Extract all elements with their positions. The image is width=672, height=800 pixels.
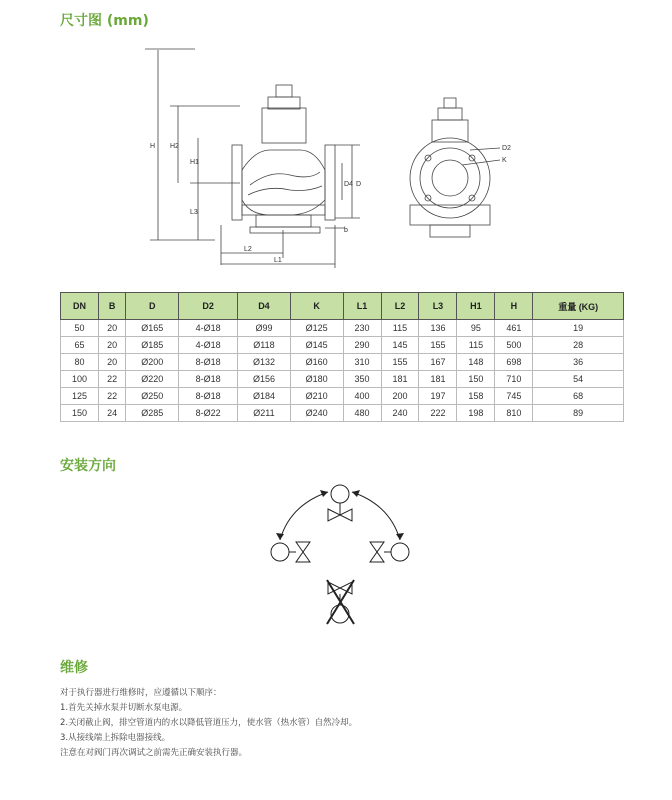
table-cell: 198 — [457, 405, 495, 422]
table-cell: 28 — [533, 337, 624, 354]
table-cell: 22 — [98, 371, 125, 388]
table-cell: Ø220 — [126, 371, 179, 388]
table-header-cell: D4 — [238, 293, 291, 320]
table-header-cell: D — [126, 293, 179, 320]
maintenance-intro: 对于执行器进行维修时，应遵循以下顺序： — [60, 688, 222, 698]
table-cell: 4-Ø18 — [179, 320, 238, 337]
label-H: H — [150, 143, 156, 150]
table-cell: Ø210 — [290, 388, 343, 405]
table-cell: 8-Ø18 — [179, 354, 238, 371]
table-cell: Ø165 — [126, 320, 179, 337]
table-cell: Ø250 — [126, 388, 179, 405]
label-L1: L1 — [274, 257, 282, 264]
table-cell: 155 — [419, 337, 457, 354]
label-H1: H1 — [190, 159, 199, 166]
table-cell: 480 — [343, 405, 381, 422]
table-cell: 500 — [495, 337, 533, 354]
table-cell: 155 — [381, 354, 419, 371]
table-cell: 125 — [61, 388, 99, 405]
dimensions-title: 尺寸图 (mm) — [60, 13, 149, 29]
table-cell: 181 — [381, 371, 419, 388]
table-cell: 158 — [457, 388, 495, 405]
table-cell: 8-Ø22 — [179, 405, 238, 422]
table-cell: Ø99 — [238, 320, 291, 337]
table-cell: 115 — [381, 320, 419, 337]
table-header-cell: H — [495, 293, 533, 320]
table-cell: 810 — [495, 405, 533, 422]
table-cell: 148 — [457, 354, 495, 371]
table-cell: Ø180 — [290, 371, 343, 388]
table-cell: Ø200 — [126, 354, 179, 371]
table-cell: 698 — [495, 354, 533, 371]
label-K: K — [502, 157, 507, 164]
table-cell: 4-Ø18 — [179, 337, 238, 354]
label-H2: H2 — [170, 143, 179, 150]
table-cell: Ø184 — [238, 388, 291, 405]
table-cell: 150 — [457, 371, 495, 388]
table-cell: 20 — [98, 354, 125, 371]
table-cell: Ø156 — [238, 371, 291, 388]
table-cell: Ø211 — [238, 405, 291, 422]
table-cell: Ø118 — [238, 337, 291, 354]
table-cell: Ø132 — [238, 354, 291, 371]
table-header-cell: L3 — [419, 293, 457, 320]
table-cell: Ø285 — [126, 405, 179, 422]
table-header-cell: B — [98, 293, 125, 320]
table-cell: 8-Ø18 — [179, 371, 238, 388]
table-header-cell: D2 — [179, 293, 238, 320]
table-header-cell: L1 — [343, 293, 381, 320]
maintenance-step-1: 1.首先关掉水泵并切断水泵电源。 — [60, 703, 188, 713]
table-cell: 80 — [61, 354, 99, 371]
label-D2: D2 — [502, 145, 511, 152]
maintenance-step-2: 2.关闭截止阀，排空管道内的水以降低管道压力，使水管（热水管）自然冷却。 — [60, 718, 358, 728]
table-header-cell: DN — [61, 293, 99, 320]
table-cell: 230 — [343, 320, 381, 337]
table-cell: 100 — [61, 371, 99, 388]
table-cell: 22 — [98, 388, 125, 405]
table-cell: 222 — [419, 405, 457, 422]
table-cell: Ø125 — [290, 320, 343, 337]
label-D: D — [356, 181, 362, 188]
table-cell: 145 — [381, 337, 419, 354]
table-cell: 310 — [343, 354, 381, 371]
table-cell: 167 — [419, 354, 457, 371]
table-cell: 54 — [533, 371, 624, 388]
table-cell: 36 — [533, 354, 624, 371]
table-cell: Ø240 — [290, 405, 343, 422]
label-D4: D4 — [344, 181, 353, 188]
label-b: b — [344, 227, 348, 234]
table-cell: 136 — [419, 320, 457, 337]
table-cell: 115 — [457, 337, 495, 354]
label-L2: L2 — [244, 246, 252, 253]
maintenance-step-3: 3.从接线端上拆除电器接线。 — [60, 733, 171, 743]
table-header-cell: 重量 (KG) — [533, 293, 624, 320]
table-cell: 710 — [495, 371, 533, 388]
table-cell: 19 — [533, 320, 624, 337]
table-cell: 95 — [457, 320, 495, 337]
table-cell: 197 — [419, 388, 457, 405]
table-cell: 240 — [381, 405, 419, 422]
maintenance-title: 维修 — [60, 660, 88, 676]
install-title: 安装方向 — [60, 458, 116, 474]
table-cell: 20 — [98, 337, 125, 354]
table-cell: Ø160 — [290, 354, 343, 371]
table-cell: 290 — [343, 337, 381, 354]
table-cell: Ø185 — [126, 337, 179, 354]
table-cell: 24 — [98, 405, 125, 422]
table-cell: Ø145 — [290, 337, 343, 354]
table-cell: 400 — [343, 388, 381, 405]
table-cell: 461 — [495, 320, 533, 337]
table-cell: 89 — [533, 405, 624, 422]
table-header-cell: H1 — [457, 293, 495, 320]
table-cell: 350 — [343, 371, 381, 388]
maintenance-note: 注意在对阀门再次调试之前需先正确安装执行器。 — [60, 748, 248, 758]
table-cell: 745 — [495, 388, 533, 405]
table-cell: 150 — [61, 405, 99, 422]
table-cell: 68 — [533, 388, 624, 405]
table-cell: 200 — [381, 388, 419, 405]
table-cell: 65 — [61, 337, 99, 354]
table-cell: 20 — [98, 320, 125, 337]
table-cell: 50 — [61, 320, 99, 337]
label-L3: L3 — [190, 209, 198, 216]
table-header-cell: L2 — [381, 293, 419, 320]
table-cell: 8-Ø18 — [179, 388, 238, 405]
maintenance-text — [60, 686, 357, 761]
table-header-cell: K — [290, 293, 343, 320]
table-cell: 181 — [419, 371, 457, 388]
